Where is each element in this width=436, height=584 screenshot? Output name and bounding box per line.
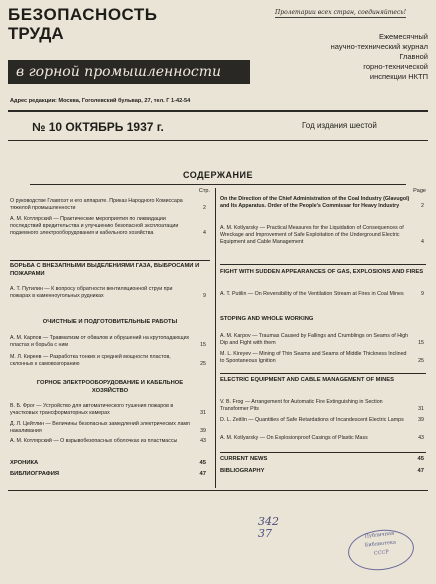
contents-entry — [10, 354, 206, 368]
contents-entry — [220, 291, 424, 298]
section-heading: ОЧИСТНЫЕ И ПОДГОТОВИТЕЛЬНЫЕ РАБОТЫ — [42, 319, 178, 325]
issue-number: № 10 ОКТЯБРЬ 1937 г. — [32, 120, 164, 134]
entry-page: 39 — [200, 427, 206, 434]
section-divider — [220, 373, 426, 374]
divider — [30, 184, 406, 185]
section-heading: ELECTRIC EQUIPMENT AND CABLE MANAGEMENT OF MINES — [220, 377, 395, 383]
description-line: Ежемесячный — [379, 32, 428, 41]
entry-page: 4 — [421, 238, 424, 245]
entry-page: 45 — [417, 456, 424, 462]
entry-page: 2 — [203, 204, 206, 211]
entry-page: 9 — [203, 292, 206, 299]
section-divider — [220, 452, 426, 453]
handwritten-line: 37 — [258, 527, 272, 540]
stamp-line: Публичная — [364, 530, 395, 540]
entry-text: А. М. Карпов — Травматизм от обвалов и обрушений на крутопадающих пластах и борьба с ним — [10, 335, 190, 348]
entry-text: A. M. Kotlyarsky — Practical Measures for the Liquidation of Consequences of Wreckage and Improvement of Safe Exploitation of the Underground Electric Equipment and Cable Management — [220, 225, 404, 245]
contents-entry — [220, 417, 424, 424]
entry-page: 47 — [199, 471, 206, 477]
handwritten-note — [258, 516, 279, 540]
contents-russian — [10, 188, 210, 488]
contents-entry — [220, 225, 424, 245]
entry-text: Д. Л. Цейтлин — Величины безопасных замедлений электрических ламп накаливания — [10, 421, 190, 434]
entry-page: 25 — [200, 360, 206, 367]
page-label: Page — [413, 188, 426, 194]
entry-page: 43 — [200, 438, 206, 444]
section-divider — [10, 260, 210, 261]
contents-entry — [220, 351, 424, 365]
entry-page: 2 — [421, 202, 424, 209]
contents-entry — [220, 196, 424, 210]
entry-text: On the Direction of the Chief Administration of the Coal Industry (Glavugol) and Its Apparatus. Order of the People's Commissar for Heavy Industry — [220, 196, 410, 209]
contents-entry — [220, 468, 424, 476]
motto: Пролетарии всех стран, соединяйтесь! — [275, 9, 406, 16]
page-label: Стр. — [198, 188, 210, 194]
entry-text: М. Л. Киреев — Разработка тонких и средней мощности пластов, склонных к самовозгоранию — [10, 354, 171, 367]
entry-page: 43 — [418, 435, 424, 441]
entry-text: В. Б. Фрог — Устройство для автоматического тушения пожаров в участковых трансформаторных камерах — [10, 403, 174, 416]
section-heading: STOPING AND WHOLE WORKING — [220, 316, 314, 322]
entry-text: A. T. Putilin — On Reversibility of the Ventilation Stream at Fires in Coal Mines — [220, 291, 404, 297]
section-heading: ГОРНОЕ ЭЛЕКТРООБОРУДОВАНИЕ И КАБЕЛЬНОЕ ХОЗЯЙСТВО — [36, 380, 184, 394]
entry-text: D. L. Zeitlin — Quantities of Safe Retardations of Incandescent Electric Lamps — [220, 417, 404, 423]
description-line: горно-технической — [363, 62, 428, 71]
entry-page: 25 — [418, 357, 424, 364]
entry-page: 15 — [418, 339, 424, 346]
contents-entry — [10, 403, 206, 417]
journal-description — [258, 32, 428, 82]
journal-title-line2: ТРУДА — [8, 24, 64, 43]
contents-entry — [10, 286, 206, 300]
entry-page: 9 — [421, 291, 424, 297]
contents-entry — [10, 216, 206, 236]
contents-entry — [220, 399, 424, 413]
entry-page: 31 — [418, 405, 424, 412]
library-stamp — [346, 527, 416, 574]
contents-entry — [220, 333, 424, 347]
divider — [8, 140, 428, 141]
entry-text: V. B. Frog — Arrangement for Automatic Fire Extinguishing in Section Transformer Pits — [220, 399, 383, 412]
divider — [8, 110, 428, 112]
stamp-line: СССР — [373, 549, 390, 557]
description-line: инспекции НКТП — [369, 72, 428, 81]
entry-text: A. M. Kotlyarsky — On Explosionproof Casings of Plastic Mass — [220, 435, 368, 441]
entry-text: А. Т. Путилин — К вопросу обратности вентиляционной струи при пожарах в каменноугольных рудниках — [10, 286, 173, 299]
description-line: Главной — [399, 52, 428, 61]
contents-entry — [10, 198, 206, 212]
contents-entry — [10, 438, 206, 445]
contents-entry — [10, 335, 206, 349]
entry-text: А. М. Котлярский — О взрывобезопасных оболочках из пластмассы — [10, 438, 178, 444]
handwritten-line: 342 — [258, 515, 279, 528]
contents-entry — [10, 471, 206, 479]
entry-text: M. L. Kireyev — Mining of Thin Seams and Seams of Middle Thickness Inclined to Spontaneous Ignition — [220, 351, 407, 364]
entry-text: BIBLIOGRAPHY — [220, 468, 265, 474]
section-heading: БОРЬБА С ВНЕЗАПНЫМИ ВЫДЕЛЕНИЯМИ ГАЗА, ВЫБРОСАМИ И ПОЖАРАМИ — [10, 263, 200, 277]
subtitle-banner: в горной промышленности — [8, 60, 250, 84]
entry-text: А. М. Котлярский — Практические мероприятия по ликвидации последствий вредительства и улучшению безопасной эксплоатации подземного электрооборудования и кабельного хозяйства — [10, 216, 179, 236]
section-heading: FIGHT WITH SUDDEN APPEARANCES OF GAS, EXPLOSIONS AND FIRES — [220, 269, 424, 275]
editorial-address: Адрес редакции: Москва, Гоголевский бульвар, 27, тел. Г 1-42-54 — [10, 98, 191, 104]
stamp-line: Библиотека — [364, 539, 397, 549]
contents-entry — [220, 435, 424, 442]
entry-page: 45 — [199, 460, 206, 466]
description-line: научно-технический журнал — [330, 42, 428, 51]
entry-text: CURRENT NEWS — [220, 456, 268, 462]
contents-entry — [220, 456, 424, 464]
entry-page: 4 — [203, 229, 206, 236]
entry-text: ХРОНИКА — [10, 460, 39, 466]
journal-title-line1: БЕЗОПАСНОСТЬ — [8, 5, 158, 24]
entry-page: 31 — [200, 409, 206, 416]
contents-english — [220, 188, 426, 488]
section-divider — [220, 264, 426, 265]
entry-text: БИБЛИОГРАФИЯ — [10, 471, 60, 477]
column-divider — [215, 188, 216, 488]
publication-year: Год издания шестой — [302, 121, 377, 130]
entry-text: О руководстве Главгоэт и его аппарате. Приказ Народного Комиссара тяжелой промышленности — [10, 198, 183, 211]
entry-page: 15 — [200, 341, 206, 348]
divider — [8, 490, 428, 491]
entry-text: A. M. Karpov — Traumas Caused by Fallings and Crumblings on Seams of High Dip and Fight with them — [220, 333, 409, 346]
contents-entry — [10, 421, 206, 435]
contents-entry — [10, 460, 206, 468]
contents-heading: СОДЕРЖАНИЕ — [182, 170, 254, 180]
entry-page: 39 — [418, 417, 424, 423]
entry-page: 47 — [417, 468, 424, 474]
